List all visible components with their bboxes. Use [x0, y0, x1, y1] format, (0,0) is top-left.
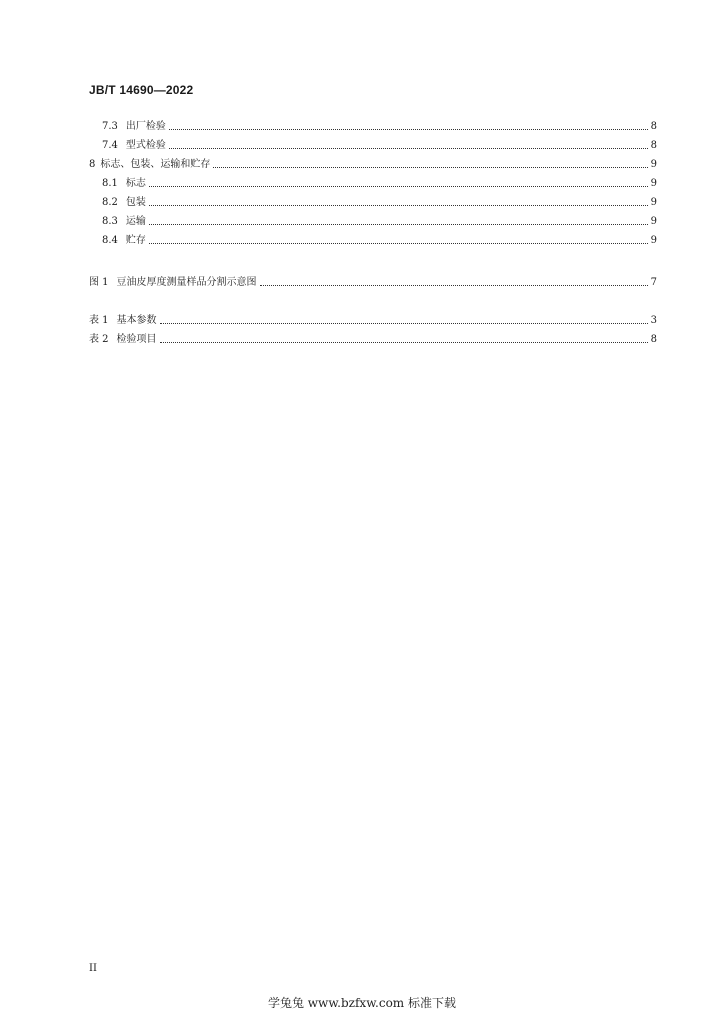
toc-leader-dots [160, 323, 648, 324]
toc-entry-title: 出厂检验 [125, 121, 166, 132]
toc-leader-dots [149, 224, 648, 225]
toc-figure-page: 7 [650, 277, 657, 288]
toc-entry-page: 9 [650, 235, 657, 246]
toc-entry-8-3[interactable] [89, 214, 657, 228]
toc-entry-title: 型式检验 [125, 140, 166, 151]
toc-entry-number: 8 [89, 159, 96, 170]
toc-entry-title: 贮存 [125, 235, 146, 246]
toc-entry-title: 包装 [125, 197, 146, 208]
toc-table-title: 检验项目 [116, 334, 157, 345]
page-number: II [89, 963, 97, 974]
toc-entry-number: 8.4 [102, 235, 118, 246]
toc-leader-dots [213, 167, 647, 168]
toc-entry-page: 9 [650, 216, 657, 227]
toc-entry-number: 7.3 [102, 121, 118, 132]
toc-leader-dots [169, 148, 648, 149]
toc-figure-title: 豆油皮厚度测量样品分割示意图 [116, 277, 257, 288]
toc-table-number: 表 2 [89, 334, 109, 345]
toc-leader-dots [160, 342, 648, 343]
toc-entry-8-1[interactable] [89, 176, 657, 190]
standard-code: JB/T 14690—2022 [89, 83, 194, 97]
toc-leader-dots [149, 205, 648, 206]
toc-table-page: 3 [650, 315, 657, 326]
toc-entry-8-2[interactable] [89, 195, 657, 209]
toc-leader-dots [169, 129, 648, 130]
toc-table-2[interactable] [89, 332, 657, 346]
toc-entry-number: 8.3 [102, 216, 118, 227]
toc-table-1[interactable] [89, 313, 657, 327]
toc-table-number: 表 1 [89, 315, 109, 326]
toc-entry-page: 8 [650, 140, 657, 151]
toc-figure-1[interactable] [89, 275, 657, 289]
toc-entry-8-4[interactable] [89, 233, 657, 247]
toc-entry-number: 7.4 [102, 140, 118, 151]
toc-entry-8[interactable] [89, 157, 657, 171]
toc-entry-title: 标志 [125, 178, 146, 189]
toc-entry-7-3[interactable] [89, 119, 657, 133]
toc-entry-page: 9 [650, 178, 657, 189]
toc-table-page: 8 [650, 334, 657, 345]
toc-leader-dots [149, 243, 648, 244]
toc-entry-page: 9 [650, 159, 657, 170]
toc-entry-number: 8.2 [102, 197, 118, 208]
toc-entry-title: 运输 [125, 216, 146, 227]
toc-entry-title: 标志、包装、运输和贮存 [100, 159, 211, 170]
toc-entry-page: 9 [650, 197, 657, 208]
toc-entry-page: 8 [650, 121, 657, 132]
toc-table-title: 基本参数 [116, 315, 157, 326]
toc-leader-dots [149, 186, 648, 187]
footer-watermark: 学兔兔 www.bzfxw.com 标准下载 [267, 996, 457, 1010]
toc-entry-number: 8.1 [102, 178, 118, 189]
toc-leader-dots [260, 285, 648, 286]
toc-entry-7-4[interactable] [89, 138, 657, 152]
toc-figure-number: 图 1 [89, 277, 109, 288]
